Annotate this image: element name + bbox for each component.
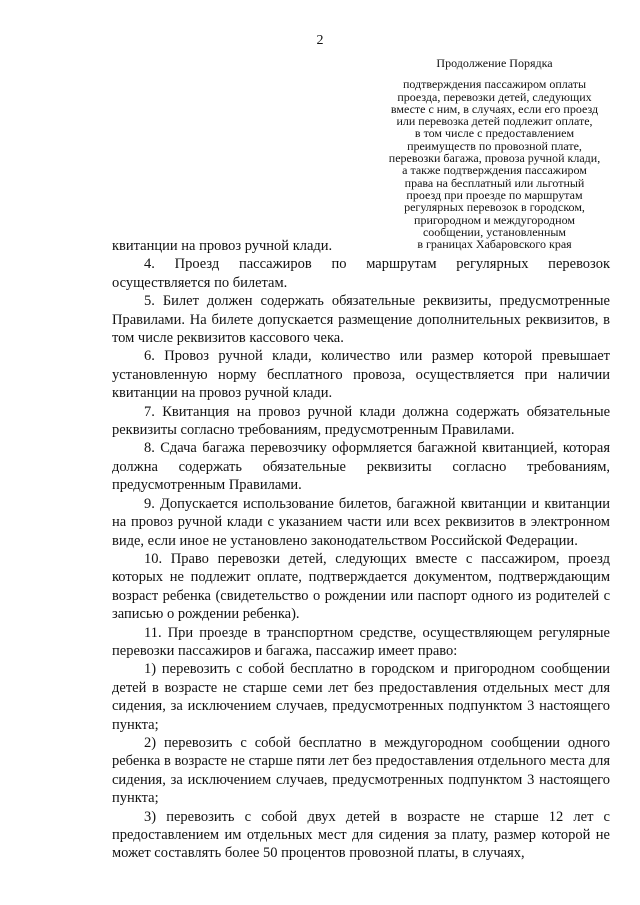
header-line: проезд при проезде по маршрутам [406, 187, 583, 202]
subparagraph-3: 3) перевозить с собой двух детей в возрасте не старше 12 лет с предоставлением им отдельных мест для сидения за плату, размер которой не может составлять более 50 процентов провозной платы, в случаях, [112, 808, 610, 862]
header-line: проезда, перевозки детей, следующих [397, 89, 592, 104]
page-number: 2 [316, 33, 324, 48]
header-line: сообщении, установленным [422, 224, 567, 239]
header-line: права на бесплатный или льготный [404, 175, 585, 190]
header-line: или перевозка детей подлежит оплате, [396, 114, 593, 129]
header-line: подтверждения пассажиром оплаты [402, 77, 587, 92]
paragraph-7: 7. Квитанция на провоз ручной клади должна содержать обязательные реквизиты согласно требованиям, предусмотренным Правилами. [112, 403, 610, 439]
header-line: в границах Хабаровского края [417, 237, 572, 252]
document-header [372, 57, 617, 250]
paragraph-8: 8. Сдача багажа перевозчику оформляется багажной квитанцией, которая должна содержать обязательные реквизиты согласно требованиям, предусмотренным Правилами. [112, 440, 610, 494]
header-line: преимуществ по провозной плате, [407, 138, 582, 153]
paragraph-11: 11. При проезде в транспортном средстве, осуществляющем регулярные перевозки пассажиров и багажа, пассажир имеет право: [112, 624, 610, 659]
header-line: в том числе с предоставлением [414, 126, 575, 141]
subparagraph-1: 1) перевозить с собой бесплатно в городском и пригородном сообщении детей в возрасте не старше семи лет без предоставления отдельных мест для сидения, за исключением случаев, предусмотренных подпунктом 3 настоящего пункта; [112, 661, 610, 733]
header-line: пригородном и междугородном [414, 212, 575, 227]
paragraph-5: 5. Билет должен содержать обязательные реквизиты, предусмотренные Правилами. На билете допускается размещение дополнительных реквизитов, в том числе реквизитов кассового чека. [112, 293, 610, 347]
header-line: а также подтверждения пассажиром [402, 163, 587, 178]
header-line: регулярных перевозок в городском, [404, 200, 585, 215]
header-line: вместе с ним, в случаях, если его проезд [390, 101, 599, 116]
paragraph-9: 9. Допускается использование билетов, багажной квитанции и квитанции на провоз ручной клади с указанием части или всех реквизитов в электронном виде, если иное не установлено законодательством Российской Федерации. [112, 495, 610, 549]
document-body [112, 237, 610, 863]
paragraph-10: 10. Право перевозки детей, следующих вместе с пассажиром, проезд которых не подлежит оплате, подтверждается документом, подтверждающим возраст ребенка (свидетельство о рождении или паспорт одного из родителей с записью о рождении ребенка). [112, 550, 610, 623]
paragraph-continuation: квитанции на провоз ручной клади. [112, 238, 333, 254]
header-line: перевозки багажа, провоза ручной клади, [388, 151, 601, 166]
paragraph-6: 6. Провоз ручной клади, количество или размер которой превышает установленную норму бесплатного провоза, осуществляется при наличии квитанции на провоз ручной клади. [112, 348, 610, 402]
paragraph-4: 4. Проезд пассажиров по маршрутам регулярных перевозок осуществляется по билетам. [112, 256, 610, 291]
header-title: Продолжение Порядка [436, 56, 553, 70]
subparagraph-2: 2) перевозить с собой бесплатно в междугородном сообщении одного ребенка в возрасте не старше пяти лет без предоставления отдельного места для сидения, за исключением случаев, предусмотренных подпунктом 3 настоящего пункта; [112, 734, 610, 807]
